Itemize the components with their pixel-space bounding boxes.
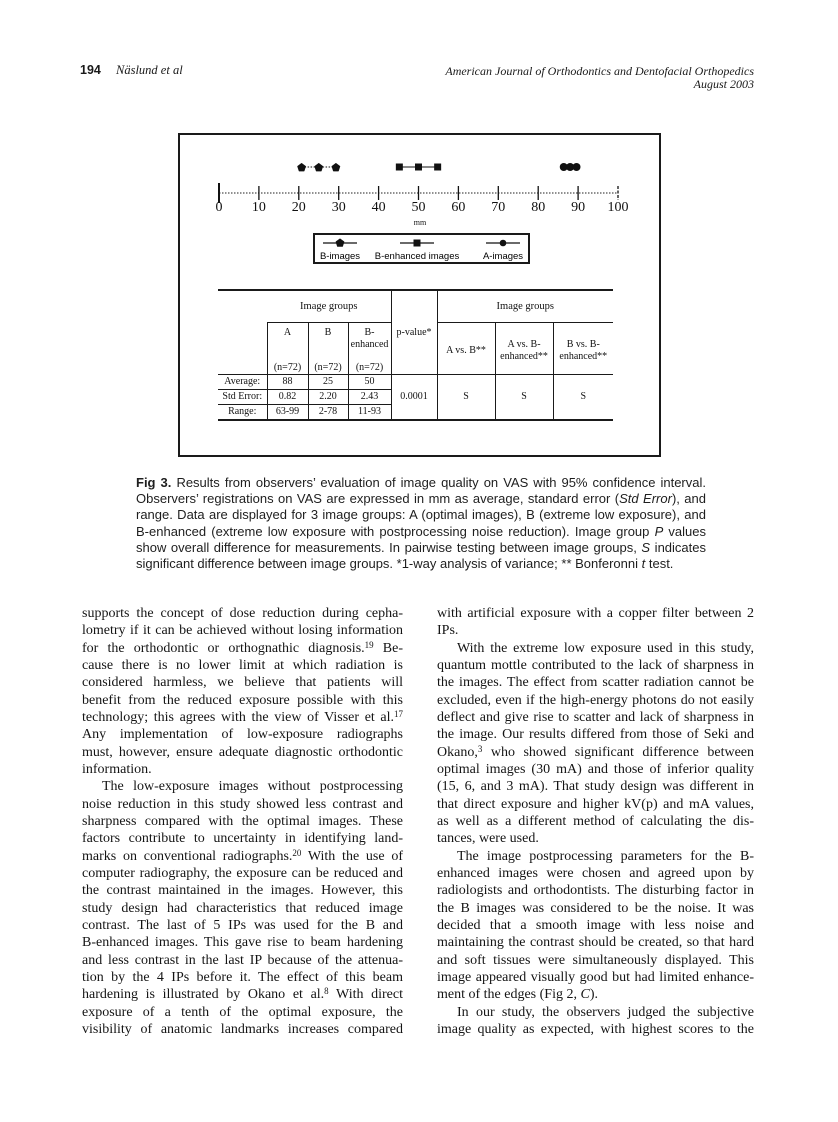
table-row-average	[218, 375, 613, 390]
axis-tick-label: 60	[451, 200, 466, 215]
table-header-row-groups	[218, 290, 613, 323]
pairwise-header-line2: enhanced**	[559, 350, 608, 362]
body-text-line: hardening is illustrated by Okano et al.$^8$ With direct	[82, 986, 403, 1003]
body-text-line: image appeared visually good but had limited enhance-	[437, 969, 754, 985]
body-column-right	[437, 605, 754, 1038]
pentagon-marker-icon	[322, 238, 358, 248]
caption-line: show overall difference for measurements. In pairwise testing between image groups, S indicates	[136, 539, 706, 555]
image-groups-header-left: Image groups	[267, 290, 391, 323]
body-text-line: decided that a smooth image with less noise and	[437, 917, 754, 933]
issue-date: August 2003	[693, 77, 754, 91]
column-sample-size: (n=72)	[273, 362, 302, 373]
square-marker-icon	[399, 238, 435, 248]
row-label: Range:	[218, 405, 267, 421]
axis-tick-label: 70	[491, 200, 506, 215]
body-text-line: the B images was considered to be the noise. It was	[437, 900, 754, 916]
pairwise-result-b-vs-b-enhanced: S	[553, 375, 613, 421]
table-cell: 63-99	[267, 405, 308, 421]
pairwise-result-a-vs-b: S	[463, 391, 469, 402]
column-name-line2: enhanced	[350, 339, 389, 350]
body-text-line: The image postprocessing parameters for the B-	[457, 848, 754, 864]
p-value-header: p-value*	[391, 290, 437, 375]
square-marker-icon	[396, 164, 403, 171]
table-cell: 25	[308, 375, 348, 390]
body-text-line: deflect and give rise to scatter and lack of sharpness in	[437, 709, 754, 725]
column-header-a-vs-b-enhanced	[495, 323, 553, 375]
body-text-line: With the extreme low exposure used in this study,	[457, 640, 754, 656]
body-text-line: Okano,$^3$ who showed significant difference between	[437, 743, 754, 760]
body-text-line: information.	[82, 761, 152, 777]
axis-tick-label: 40	[371, 200, 386, 215]
column-header-a-vs-b	[437, 323, 495, 375]
legend-label: A-images	[482, 251, 524, 262]
column-header-b-enhanced	[348, 323, 391, 375]
body-column-left	[82, 605, 403, 1038]
column-header-b-vs-b-enhanced	[553, 323, 613, 375]
chart-legend	[313, 233, 530, 264]
legend-item-a-images	[455, 237, 551, 263]
row-label: Std Error:	[218, 390, 267, 405]
axis-tick-label: 20	[291, 200, 306, 215]
caption-line: B-enhanced (extreme low exposure with postprocessing noise reduction). Image group P values	[136, 523, 706, 539]
column-header-b	[308, 323, 348, 375]
body-text-line: the contrast maintained in the images. However, this	[82, 883, 403, 899]
caption-line: significant difference between image groups. *1-way analysis of variance; ** Bonferonni t test.	[136, 555, 674, 571]
p-value-cell: 0.0001	[391, 375, 437, 421]
caption-line: range. Data are displayed for 3 image groups: A (optimal images), B (extreme low exposure), and	[136, 507, 706, 523]
axis-tick-label: 30	[331, 200, 346, 215]
table-cell: 2.20	[308, 390, 348, 405]
table-cell: 11-93	[348, 405, 391, 421]
body-text-line: maintaining the contrast should be created, so that hard	[437, 935, 754, 951]
body-text-line: optimal images (30 mA) and those of inferior quality	[437, 761, 754, 777]
table-cell: 2.43	[348, 390, 391, 405]
body-text-line: that direct exposure and higher kV(p) and mA values,	[437, 796, 754, 812]
body-text-line: benefit from the reduced exposure possible with this	[82, 692, 403, 708]
column-name: B	[324, 327, 332, 338]
figure-caption	[136, 475, 706, 572]
axis-tick-label: 50	[411, 200, 426, 215]
column-sample-size: (n=72)	[355, 362, 384, 373]
body-text-line: visibility of anatomic landmarks increases compared	[82, 1021, 403, 1037]
statistics-table	[218, 289, 613, 421]
body-text-line: cause there is no lower limit at which radiation is	[82, 657, 403, 673]
axis-tick-label: 80	[531, 200, 546, 215]
page-number: 194	[80, 63, 101, 77]
body-text-line: sharpness compared with the optimal images. These	[82, 813, 403, 829]
body-text-line: study design had characteristics that reduced image	[82, 900, 403, 916]
body-text-line: excluded, even if the high-energy photons do not easily	[437, 692, 754, 708]
square-marker-icon	[434, 164, 441, 171]
body-text-line: as well as a different method of calculating the dis-	[437, 813, 754, 829]
body-text-line: marks on conventional radiographs.$^{20}$ With the use of	[82, 847, 404, 864]
pairwise-header-line1: B vs. B-	[566, 338, 600, 350]
body-text-line: factors contribute to uncertainty in identifying land-	[82, 831, 403, 847]
axis-tick-label: 90	[571, 200, 586, 215]
body-text-line: The low-exposure images without postprocessing	[102, 779, 403, 795]
square-marker-icon	[415, 164, 422, 171]
body-text-line: IPs.	[437, 623, 459, 639]
body-text-line: with artificial exposure with a copper filter between 2	[437, 606, 754, 621]
body-text-line: the images. The effect from scatter radiation cannot be	[437, 675, 754, 691]
table-cell: 2-78	[308, 405, 348, 421]
body-text-line: and soft tissues were simultaneously displayed. This	[437, 952, 754, 968]
body-text-line: considered harmless, we believe that patients will	[82, 675, 403, 691]
circle-marker-icon	[573, 163, 581, 171]
body-text-line: B-enhanced images. This gave rise to beam hardening	[82, 935, 403, 951]
row-label: Average:	[224, 376, 261, 387]
pairwise-header-line2: enhanced**	[500, 350, 548, 362]
body-text-line: ment of the edges (Fig 2, C).	[437, 987, 598, 1003]
journal-title: American Journal of Orthodontics and Dentofacial Orthopedics	[445, 64, 754, 78]
body-text-line: enhanced images were chosen and agreed upon by	[437, 865, 754, 881]
image-groups-header-right: Image groups	[437, 290, 613, 323]
circle-marker-icon	[485, 238, 521, 248]
legend-label: B-enhanced images	[374, 251, 460, 262]
body-text-line: supports the concept of dose reduction during cepha-	[82, 606, 403, 621]
column-name: B-	[364, 327, 375, 338]
column-sample-size: (n=72)	[314, 362, 342, 373]
body-text-line: for the orthodontic or orthognathic diagnosis.$^{19}$ Be-	[82, 639, 403, 656]
table-cell: 50	[348, 375, 391, 390]
body-text-line: image quality as expected, with highest scores to the	[437, 1021, 754, 1037]
vas-confidence-interval-chart	[0, 0, 838, 270]
legend-label: B-images	[319, 251, 361, 262]
body-text-line: (15, 6, and 3 mA). That study design was different in	[437, 779, 754, 795]
body-text-line: must, however, ensure adequate diagnostic orthodontic	[82, 744, 403, 760]
body-text-line: noise reduction in this study showed less contrast and	[82, 796, 403, 812]
pairwise-header-line1: A vs. B-	[507, 338, 541, 350]
body-text-line: computer radiography, the exposure can be reduced and	[82, 865, 403, 881]
running-author: Näslund et al	[116, 63, 183, 77]
body-text-line: In our study, the observers judged the subjective	[457, 1004, 754, 1020]
body-text-line: technology; this agrees with the view of Visser et al.$^{17}$	[82, 708, 403, 725]
body-text-line: lometry if it can be achieved without losing information	[82, 623, 403, 639]
body-text-line: and less contrast in the last IP because of the attenua-	[82, 952, 403, 968]
column-header-a	[267, 323, 308, 375]
body-text-line: contrast. The last of 5 IPs was used for the B and	[82, 917, 403, 933]
body-text-line: quantum mottle contributed to the lack of sharpness in	[437, 657, 754, 673]
pairwise-header-line1: A vs. B**	[446, 344, 486, 356]
body-text-line: radiologists and orthodontists. The disturbing factor in	[437, 883, 754, 899]
table-cell: 88	[267, 375, 308, 390]
axis-tick-label: 10	[251, 200, 266, 215]
body-text-line: exposure of a tenth of the optimal exposure, the	[82, 1004, 403, 1020]
body-text-line: Any implementation of low-exposure radiographs	[82, 727, 403, 743]
pentagon-marker-icon	[332, 164, 340, 171]
pentagon-marker-icon	[298, 164, 306, 171]
table-cell: 0.82	[267, 390, 308, 405]
pairwise-result-a-vs-b-enhanced: S	[495, 375, 553, 421]
body-text-line: tances, were used.	[437, 831, 539, 847]
caption-line: Observers’ registrations on VAS are expressed in mm as average, standard error (Std Error), and	[136, 491, 706, 507]
body-text-line: the image. Our results differed from those of Seki and	[437, 727, 754, 743]
axis-tick-label: 100	[607, 200, 629, 215]
pentagon-marker-icon	[315, 164, 323, 171]
axis-tick-label: 0	[215, 200, 223, 215]
body-text-line: tion by the 4 IPs before it. The effect of this beam	[82, 969, 403, 985]
caption-line: Fig 3. Results from observers’ evaluation of image quality on VAS with 95% confidence interval.	[136, 475, 706, 490]
column-name: A	[283, 327, 292, 338]
axis-unit-label: mm	[413, 218, 427, 227]
row-label-header-cell	[218, 290, 267, 375]
legend-item-b-enhanced-images	[369, 237, 465, 263]
